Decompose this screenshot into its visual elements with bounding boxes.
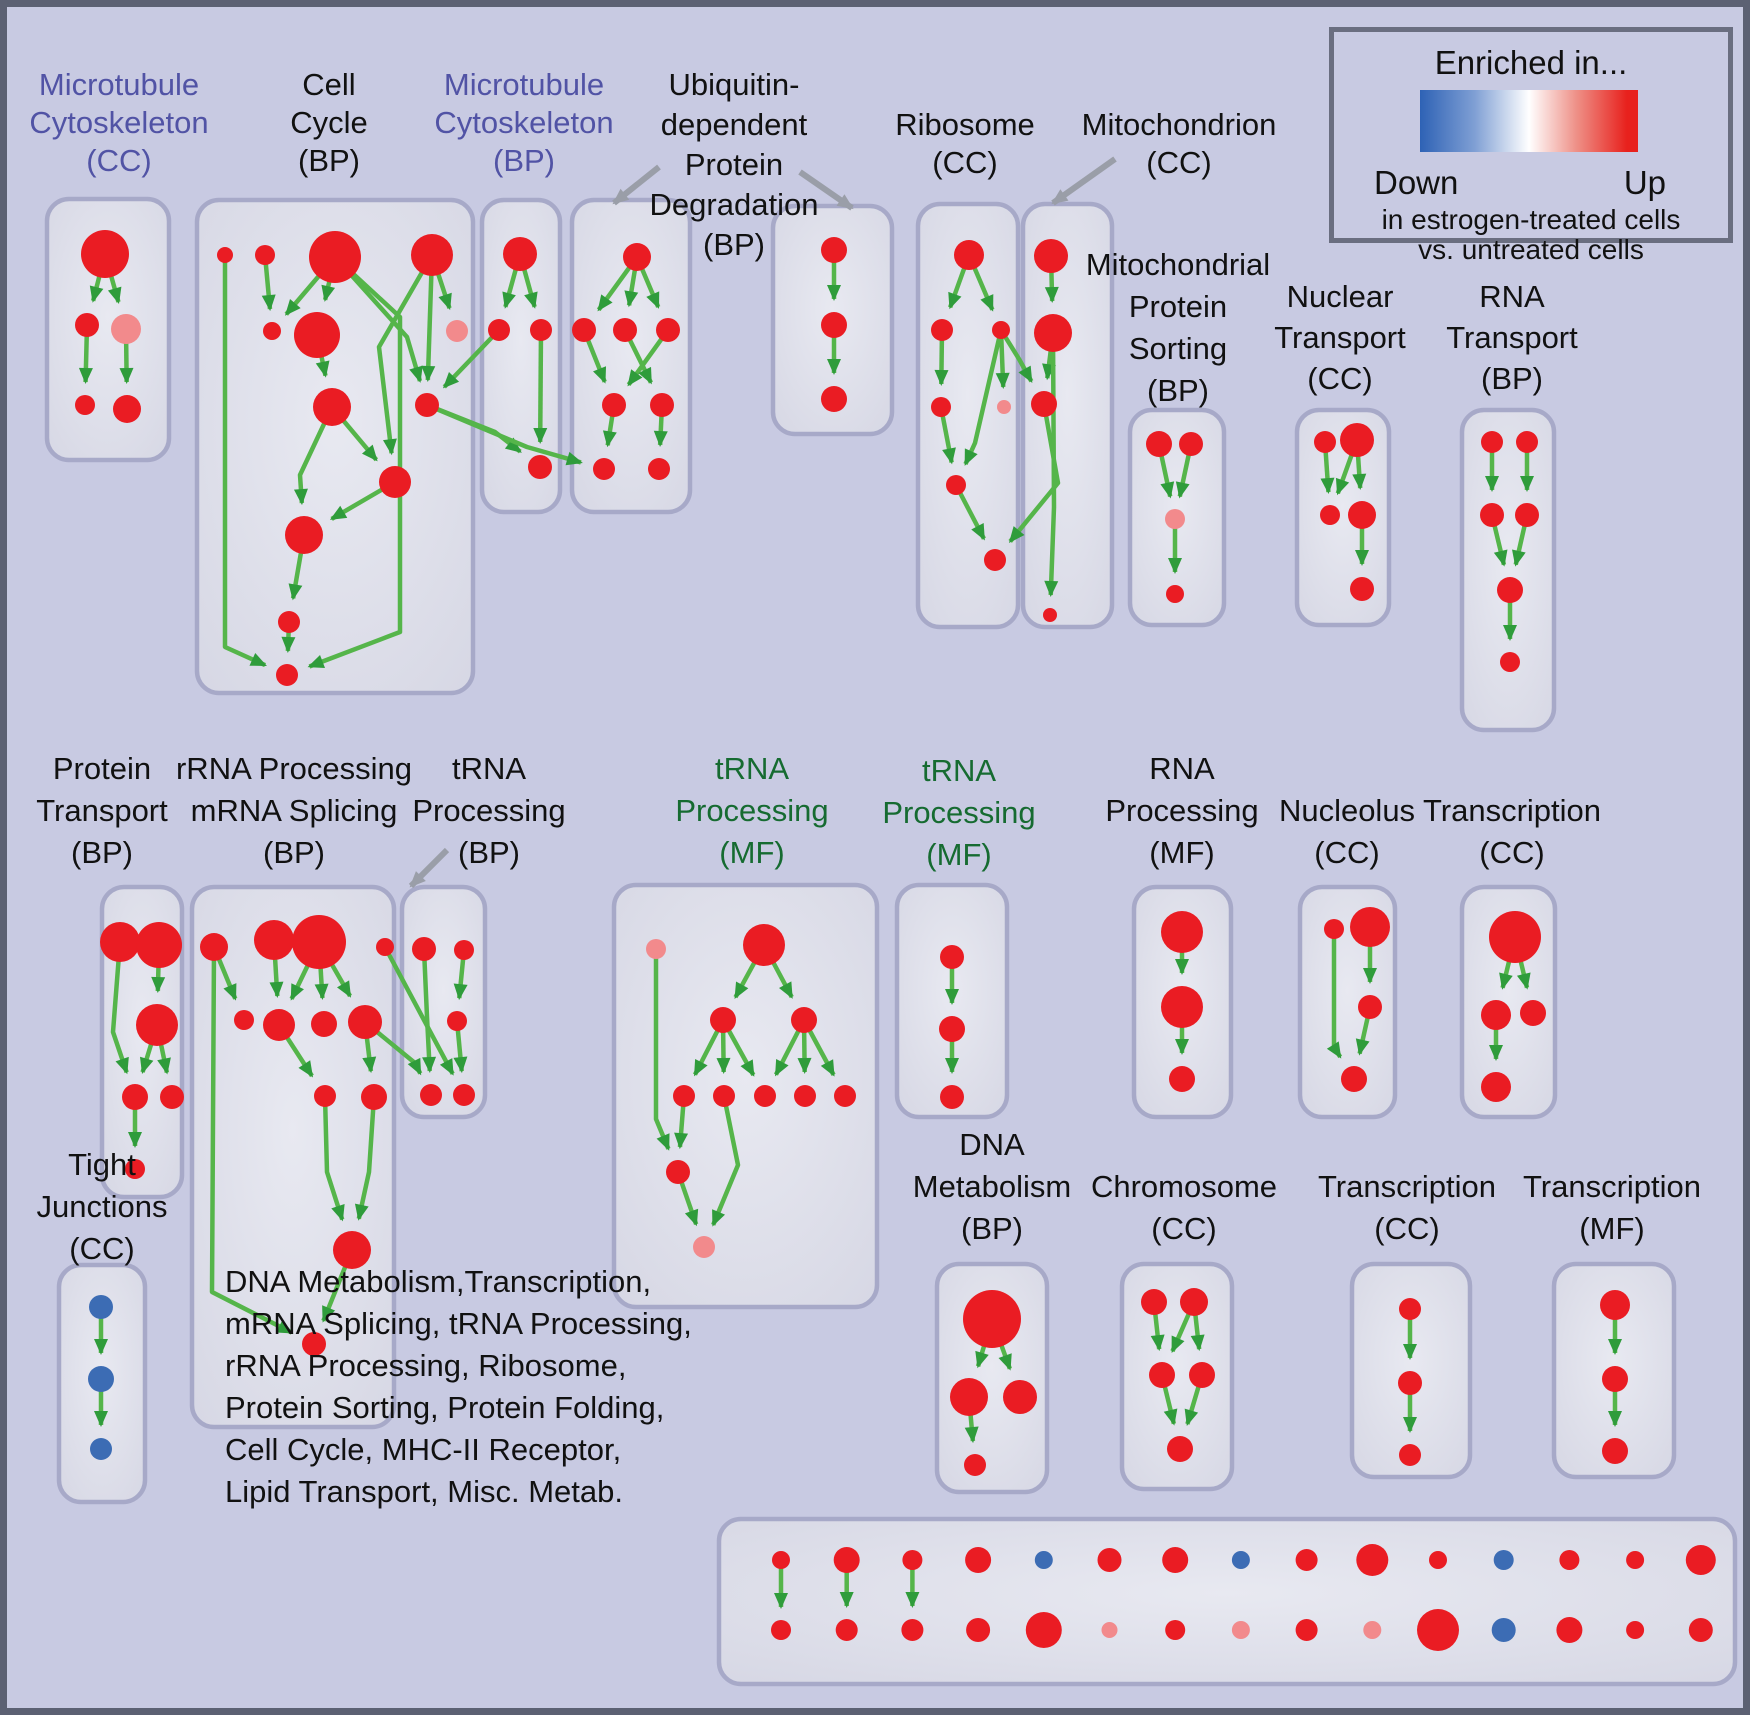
node-ch1 [1141, 1289, 1167, 1315]
node-k4 [1481, 1072, 1511, 1102]
node-rt5 [1497, 577, 1523, 603]
node-g7 [754, 1085, 776, 1107]
node-rt1 [1481, 431, 1503, 453]
node-rt3 [1480, 503, 1504, 527]
node-db13 [1626, 1621, 1644, 1639]
label-nucleolus-cc: Nucleolus (CC) [1278, 793, 1416, 870]
node-i3 [1169, 1066, 1195, 1092]
node-k3 [1520, 1000, 1546, 1026]
node-pt3 [136, 1004, 178, 1046]
node-cc2 [255, 245, 275, 265]
trna-bp-pointer [411, 850, 447, 886]
node-mt4 [1043, 608, 1057, 622]
node-cc8 [415, 393, 439, 417]
node-rb4 [931, 397, 951, 417]
node-k2 [1481, 1000, 1511, 1030]
label-rna-transport-bp: RNA Transport (BP) [1446, 279, 1578, 396]
label-mitochondrion-cc: Mitochondrion (CC) [1081, 107, 1277, 180]
node-g9 [834, 1085, 856, 1107]
node-rb7 [984, 549, 1006, 571]
node-o2 [1602, 1366, 1628, 1392]
node-db5 [1102, 1622, 1118, 1638]
node-nt4 [1348, 501, 1376, 529]
cluster-summary-text: DNA Metabolism,Transcription, mRNA Splicing, tRNA Processing, rRNA Processing, Ribosome, Protein Sorting, Protein Folding, Cell Cycle, MHC-II Receptor, Lipid Transport, Misc. Metab. [225, 1264, 692, 1509]
node-dt14 [1686, 1545, 1716, 1575]
node-h1 [940, 945, 964, 969]
node-tb2 [454, 940, 474, 960]
label-rna-processing-mf: RNA Processing (MF) [1105, 751, 1259, 870]
node-g2 [743, 924, 785, 966]
node-tb1 [412, 937, 436, 961]
node-rb1 [954, 240, 984, 270]
node-rr9 [314, 1085, 336, 1107]
node-cc6 [294, 312, 340, 358]
node-db7 [1232, 1621, 1250, 1639]
node-rr3 [292, 915, 346, 969]
node-dt13 [1626, 1551, 1644, 1569]
legend-up-label: Up [1623, 164, 1666, 201]
node-dt10 [1429, 1551, 1447, 1569]
node-mb2 [488, 319, 510, 341]
node-ch2 [1180, 1288, 1208, 1316]
node-db11 [1492, 1618, 1516, 1642]
label-protein-transport-bp: Protein Transport (BP) [36, 751, 168, 870]
label-ubiquitin-degradation-bp: Ubiquitin-dependent Protein Degradation (BP) [649, 67, 819, 262]
node-i2 [1161, 986, 1203, 1028]
node-rb2 [931, 319, 953, 341]
node-j1 [1324, 919, 1344, 939]
node-tb5 [453, 1084, 475, 1106]
node-dt2 [902, 1550, 922, 1570]
node-cc10 [379, 466, 411, 498]
node-cc7 [446, 320, 468, 342]
node-db10 [1417, 1609, 1459, 1651]
label-cell-cycle-bp: Cell Cycle (BP) [290, 67, 368, 178]
node-ms3 [1165, 509, 1185, 529]
node-rb6 [946, 475, 966, 495]
node-g4 [791, 1007, 817, 1033]
node-h2 [939, 1016, 965, 1042]
node-g3 [710, 1007, 736, 1033]
node-cc3 [309, 231, 361, 283]
node-rr4 [376, 938, 394, 956]
node-rr2 [254, 920, 294, 960]
label-trna-processing-bp: tRNA Processing (BP) [412, 751, 566, 870]
node-i1 [1161, 911, 1203, 953]
legend-down-label: Down [1374, 164, 1459, 201]
node-d3 [1003, 1380, 1037, 1414]
cluster-box-b24 [719, 1519, 1735, 1684]
node-pt1 [100, 922, 140, 962]
node-ms2 [1179, 432, 1203, 456]
label-trna-processing-mf-1: tRNA Processing (MF) [675, 751, 829, 870]
node-uc1 [821, 237, 847, 263]
node-g10 [666, 1160, 690, 1184]
node-rb3 [992, 321, 1010, 339]
node-mb1 [503, 237, 537, 271]
node-ub3 [613, 318, 637, 342]
node-cc11 [285, 516, 323, 554]
node-j4 [1341, 1066, 1367, 1092]
node-tj3 [90, 1438, 112, 1460]
node-db8 [1296, 1619, 1318, 1641]
node-mc5 [113, 395, 141, 423]
node-rr8 [348, 1005, 382, 1039]
node-db3 [966, 1618, 990, 1642]
node-db12 [1556, 1617, 1582, 1643]
label-transcription-mf: Transcription (MF) [1522, 1169, 1702, 1246]
node-cc1 [217, 247, 233, 263]
node-ub8 [648, 458, 670, 480]
label-microtubule-cytoskeleton-cc: Microtubule Cytoskeleton (CC) [29, 67, 209, 178]
node-mc1 [81, 230, 129, 278]
node-ch5 [1167, 1436, 1193, 1462]
node-cc13 [276, 664, 298, 686]
node-ub5 [602, 393, 626, 417]
node-mc2 [75, 313, 99, 337]
legend-subtitle-line2: vs. untreated cells [1418, 234, 1644, 265]
legend-title: Enriched in... [1434, 44, 1628, 81]
node-db1 [836, 1619, 858, 1641]
label-ribosome-cc: Ribosome (CC) [895, 107, 1035, 180]
node-ub6 [650, 393, 674, 417]
node-ub2 [572, 318, 596, 342]
label-tight-junctions-cc: Tight Junctions (CC) [36, 1147, 168, 1266]
node-l3 [1399, 1444, 1421, 1466]
label-transcription-cc-mid: Transcription (CC) [1422, 793, 1602, 870]
node-d4 [964, 1454, 986, 1476]
cluster-box-b10 [1462, 410, 1554, 730]
node-db4 [1026, 1612, 1062, 1648]
node-mb4 [528, 455, 552, 479]
node-rr5 [234, 1010, 254, 1030]
node-uc2 [821, 312, 847, 338]
node-pt5 [160, 1085, 184, 1109]
node-ms4 [1166, 585, 1184, 603]
node-rt6 [1500, 652, 1520, 672]
node-g1 [646, 939, 666, 959]
label-nuclear-transport-cc: Nuclear Transport (CC) [1274, 279, 1406, 396]
label-rrna-processing-mrna-splicing-bp: rRNA Processing mRNA Splicing (BP) [175, 751, 413, 870]
mitochondrion-pointer [1053, 159, 1115, 203]
node-h3 [940, 1085, 964, 1109]
label-dna-metabolism-bp: DNA Metabolism (BP) [912, 1127, 1072, 1246]
node-j2 [1350, 907, 1390, 947]
node-d1 [963, 1290, 1021, 1348]
node-rr7 [311, 1011, 337, 1037]
node-uc3 [821, 386, 847, 412]
node-rt2 [1516, 431, 1538, 453]
node-dt3 [965, 1547, 991, 1573]
node-dt5 [1098, 1548, 1122, 1572]
node-ub1 [623, 243, 651, 271]
legend-box [1329, 27, 1733, 265]
node-rb5 [997, 400, 1011, 414]
node-cc5 [263, 322, 281, 340]
node-mc4 [75, 395, 95, 415]
node-ub4 [656, 318, 680, 342]
node-rr6 [263, 1009, 295, 1041]
node-j3 [1358, 995, 1382, 1019]
node-db6 [1165, 1620, 1185, 1640]
node-tb4 [420, 1084, 442, 1106]
node-dt6 [1162, 1547, 1188, 1573]
label-mitochondrial-protein-sorting-bp: Mitochondrial Protein Sorting (BP) [1085, 247, 1271, 408]
node-g6 [713, 1085, 735, 1107]
node-d2 [950, 1378, 988, 1416]
node-l2 [1398, 1371, 1422, 1395]
label-trna-processing-mf-2: tRNA Processing (MF) [882, 753, 1036, 872]
node-pt4 [122, 1084, 148, 1110]
node-o3 [1602, 1438, 1628, 1464]
node-rr1 [200, 933, 228, 961]
node-pt2 [136, 922, 182, 968]
node-dt7 [1232, 1551, 1250, 1569]
node-ms1 [1146, 431, 1172, 457]
node-o1 [1600, 1290, 1630, 1320]
node-tj1 [89, 1295, 113, 1319]
node-rt4 [1515, 503, 1539, 527]
node-dt11 [1494, 1550, 1514, 1570]
label-chromosome-cc: Chromosome (CC) [1090, 1169, 1278, 1246]
node-dt9 [1356, 1544, 1388, 1576]
node-db9 [1363, 1621, 1381, 1639]
node-cc12 [278, 611, 300, 633]
node-mc3 [111, 314, 141, 344]
node-dt8 [1296, 1549, 1318, 1571]
node-db2 [901, 1619, 923, 1641]
node-tj2 [88, 1366, 114, 1392]
node-rr10 [361, 1084, 387, 1110]
node-g8 [794, 1085, 816, 1107]
node-dt1 [834, 1547, 860, 1573]
node-ub7 [593, 458, 615, 480]
label-microtubule-cytoskeleton-bp: Microtubule Cytoskeleton (BP) [434, 67, 614, 178]
node-k1 [1489, 911, 1541, 963]
node-nt1 [1314, 431, 1336, 453]
node-db0 [771, 1620, 791, 1640]
legend-subtitle-line1: in estrogen-treated cells [1381, 204, 1681, 235]
node-mt2 [1034, 314, 1072, 352]
node-db14 [1689, 1618, 1713, 1642]
node-g11 [693, 1236, 715, 1258]
node-nt3 [1320, 505, 1340, 525]
node-nt5 [1350, 577, 1374, 601]
node-mb3 [530, 319, 552, 341]
node-ch4 [1189, 1362, 1215, 1388]
node-g5 [673, 1085, 695, 1107]
node-dt0 [772, 1551, 790, 1569]
legend-gradient-bar [1420, 90, 1638, 152]
node-cc4 [411, 234, 453, 276]
node-l1 [1399, 1298, 1421, 1320]
node-ch3 [1149, 1362, 1175, 1388]
node-mt3 [1031, 391, 1057, 417]
node-dt12 [1559, 1550, 1579, 1570]
edge-mb3-mb4 [540, 330, 541, 442]
node-tb3 [447, 1011, 467, 1031]
label-transcription-cc-bottom: Transcription (CC) [1317, 1169, 1497, 1246]
node-nt2 [1340, 423, 1374, 457]
node-mt1 [1034, 239, 1068, 273]
node-dt4 [1035, 1551, 1053, 1569]
node-cc9 [313, 388, 351, 426]
